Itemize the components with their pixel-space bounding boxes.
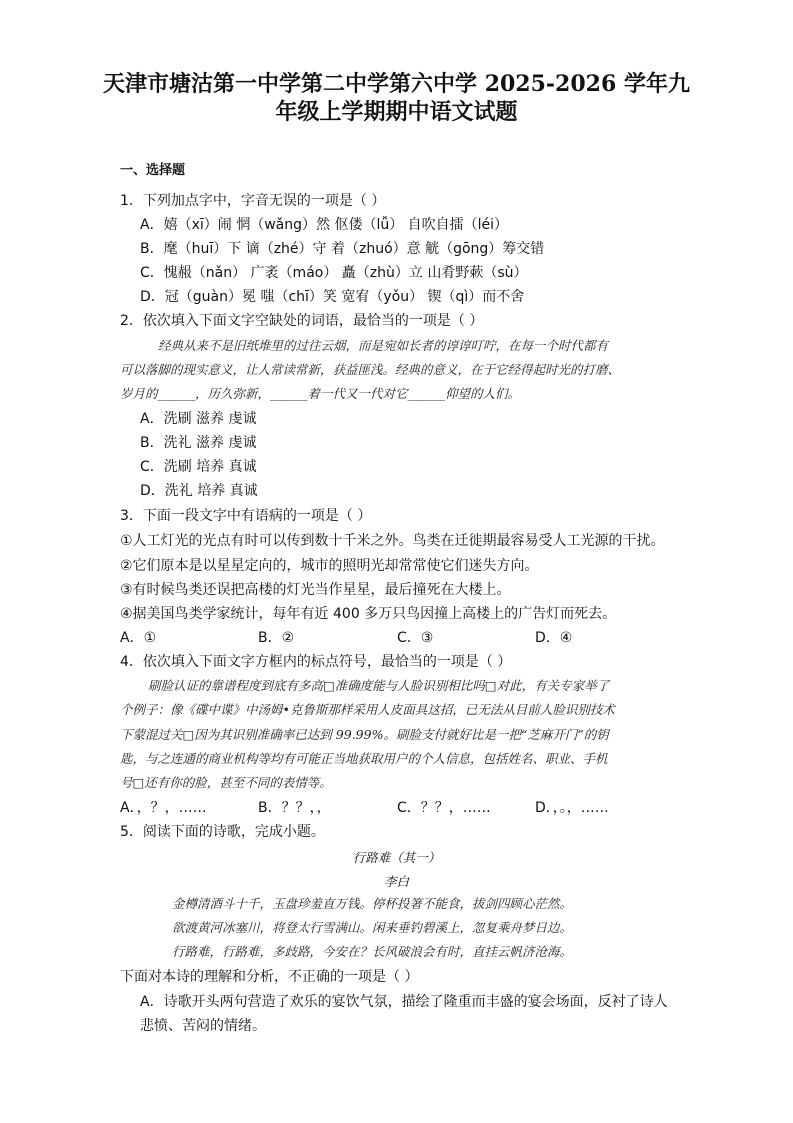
q3-sentence: ③有时候鸟类还误把高楼的灯光当作星星，最后撞死在大楼上。 (120, 582, 511, 598)
poem-author: 李白 (383, 874, 409, 889)
poem-line: 欲渡黄河冰塞川，将登太行雪满山。闲来垂钓碧溪上，忽复乘舟梦日边。 (172, 920, 573, 935)
q1-option-d: D．冠（guàn）冕 嗤（chī）笑 宽宥（yǒu） 锲（qì）而不舍 (140, 289, 525, 305)
page-title-line-1: 天津市塘沽第一中学第二中学第六中学 2025-2026 学年九 (103, 71, 690, 97)
q2-passage-line: 经典从来不是旧纸堆里的过往云烟，而是宛如长者的谆谆叮咛，在每一个时代都有 (158, 338, 609, 353)
q3-sentence: ①人工灯光的光点有时可以传到数十千米之外。鸟类在迁徙期最容易受人工光源的干扰。 (120, 533, 665, 549)
q2-passage-line: 可以落脚的现实意义，让人常读常新，获益匪浅。经典的意义，在于它经得起时光的打磨、 (120, 362, 621, 377)
q3-stem: 3．下面一段文字中有语病的一项是（ ） (120, 508, 372, 524)
q2-stem: 2．依次填入下面文字空缺处的词语，最恰当的一项是（ ） (120, 313, 484, 329)
q2-option-b: B．洗礼 滋养 虔诚 (140, 435, 257, 451)
q2-option-d: D．洗礼 培养 真诚 (140, 483, 258, 499)
q1-option-a: A．嬉（xī）闹 惘（wǎng）然 伛偻（lǚ） 自吹自擂（léi） (140, 217, 509, 233)
q3-option-d: D．④ (535, 630, 573, 646)
q2-option-c: C．洗刷 培养 真诚 (140, 459, 257, 475)
page-title-line-2: 年级上学期期中语文试题 (275, 99, 518, 125)
q3-option-b: B．② (258, 630, 295, 646)
q4-passage-line: 号□还有你的脸，甚至不同的表情等。 (120, 775, 332, 790)
q1-option-b: B．麾（huī）下 谪（zhé）守 着（zhuó）意 觥（gōng）筹交错 (140, 241, 545, 257)
q5-question: 下面对本诗的理解和分析，不正确的一项是（ ） (120, 969, 419, 985)
q3-option-a: A．① (120, 630, 157, 646)
q4-option-b: B．？？，， (258, 800, 331, 816)
poem-line: 金樽清酒斗十千，玉盘珍羞直万钱。停杯投箸不能食，拔剑四顾心茫然。 (172, 896, 573, 911)
q4-passage-line: 下蒙混过关□因为其识别准确率已达到 99.99%。刷脸支付就好比是一把“芝麻开门”的钥 (120, 727, 609, 742)
q4-option-c: C．？？，…… (397, 800, 491, 816)
q4-stem: 4．依次填入下面文字方框内的标点符号，最恰当的一项是（ ） (120, 654, 512, 670)
q1-option-c: C．愧赧（nǎn） 广袤（máo） 矗（zhù）立 山肴野蔌（sù） (140, 265, 528, 281)
section-heading: 一、选择题 (120, 163, 186, 178)
q1-stem: 1．下列加点字中，字音无误的一项是（ ） (120, 193, 386, 209)
q4-option-d: D．，。，…… (535, 800, 609, 816)
q3-sentence: ④据美国鸟类学家统计，每年有近 400 多万只鸟因撞上高楼上的广告灯而死去。 (120, 606, 617, 622)
poem-line: 行路难，行路难，多歧路，今安在？长风破浪会有时，直挂云帆济沧海。 (172, 944, 573, 959)
q4-passage-line: 匙，与之连通的商业机构等均有可能正当地获取用户的个人信息，包括姓名、职业、手机 (120, 751, 608, 766)
poem-title: 行路难（其一） (352, 850, 441, 865)
q2-option-a: A．洗刷 滋养 虔诚 (140, 411, 257, 427)
q3-sentence: ②它们原本是以星星定向的，城市的照明光却常常使它们迷失方向。 (120, 558, 539, 574)
q5-option-a-line2: 悲愤、苦闷的情绪。 (140, 1018, 266, 1034)
q4-option-a: A．，？，…… (120, 800, 207, 816)
q2-passage-line: 岁月的______，历久弥新，______着一代又一代对它______仰望的人们。 (120, 386, 521, 401)
q4-passage-line: 刷脸认证的靠谱程度到底有多高□准确度能与人脸识别相比吗□对此，有关专家举了 (148, 678, 610, 693)
q3-option-c: C．③ (397, 630, 434, 646)
q5-stem: 5．阅读下面的诗歌，完成小题。 (120, 824, 325, 840)
q4-passage-line: 个例子：像《碟中谍》中汤姆•克鲁斯那样采用人皮面具这招，已无法从目前人脸识别技术 (120, 702, 615, 717)
q5-option-a-line1: A．诗歌开头两句营造了欢乐的宴饮气氛，描绘了隆重而丰盛的宴会场面，反衬了诗人 (140, 994, 668, 1010)
